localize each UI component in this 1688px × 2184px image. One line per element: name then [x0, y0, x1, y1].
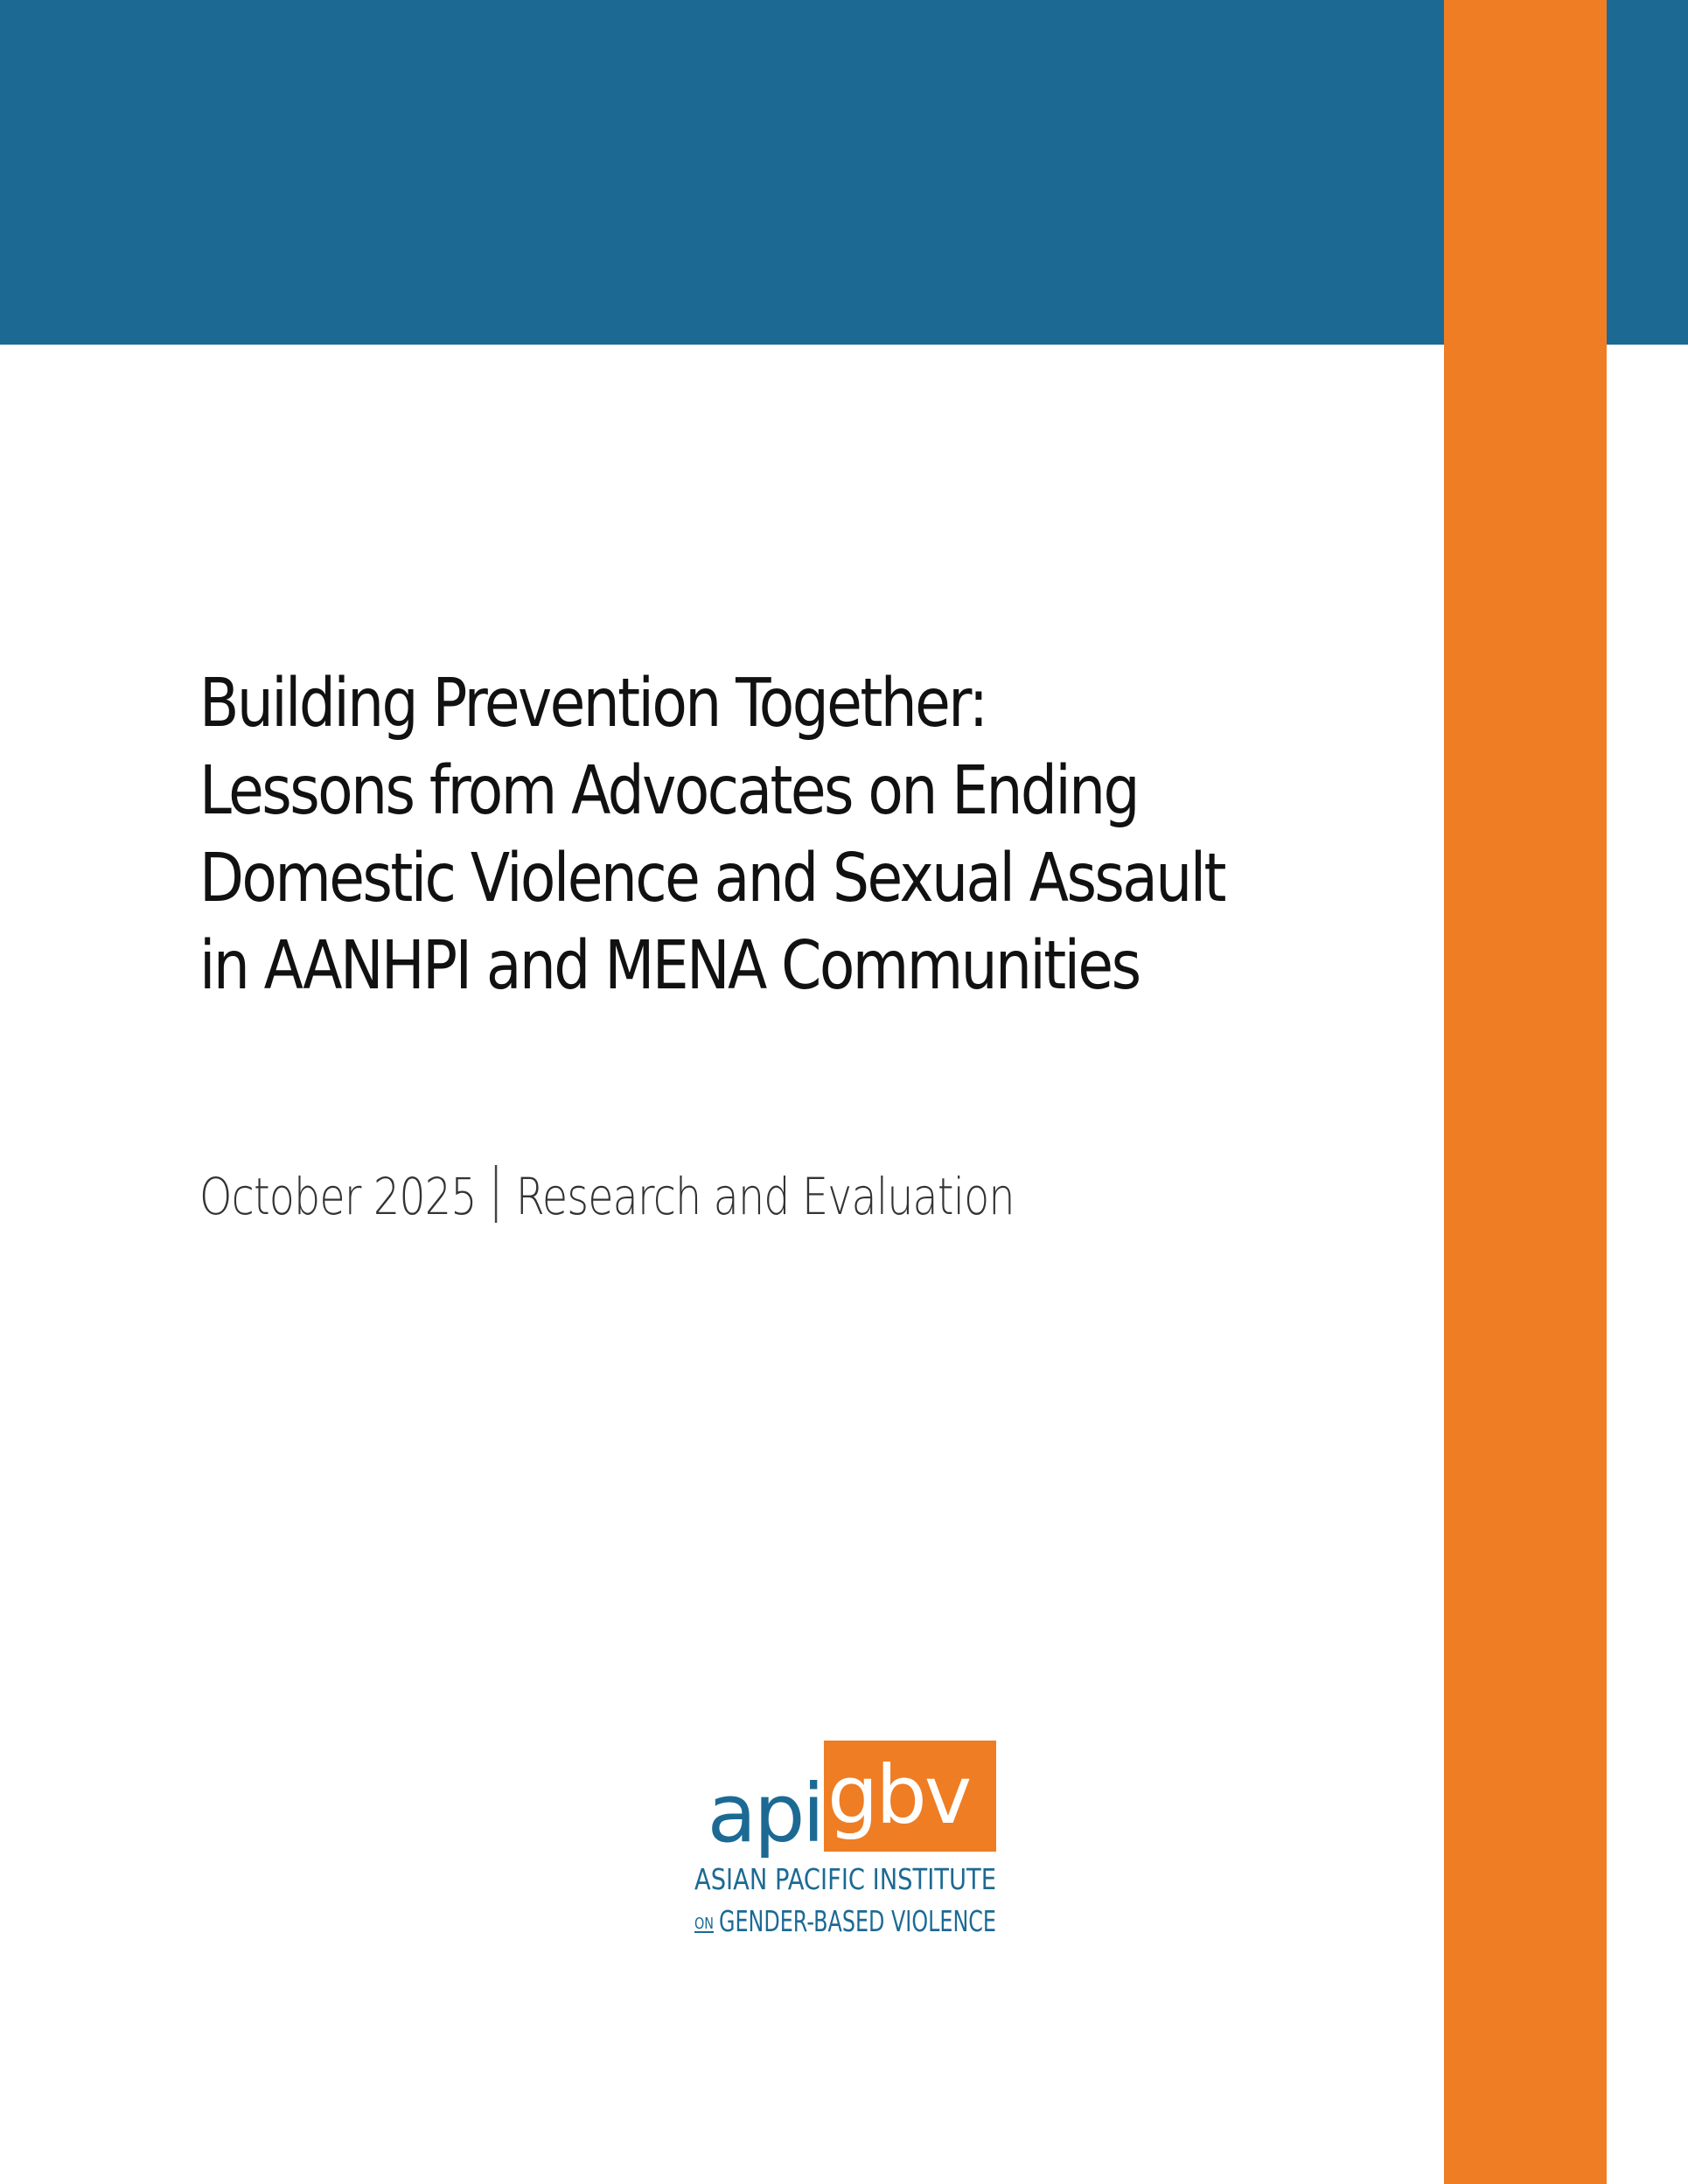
top-color-band — [0, 0, 1688, 345]
title-line: Domestic Violence and Sexual Assault — [199, 840, 1224, 918]
logo-line-on: ON — [694, 1915, 714, 1933]
report-date: October 2025 — [199, 1167, 477, 1226]
title-line: in AANHPI and MENA Communities — [199, 927, 1140, 1005]
side-color-stripe — [1444, 0, 1607, 2184]
logo-wordmark-gbv: gbv — [827, 1748, 970, 1842]
logo-line-institute: ASIAN PACIFIC INSTITUTE — [694, 1862, 996, 1896]
apigbv-logo — [694, 1741, 996, 1937]
report-subtitle — [199, 1162, 1015, 1232]
report-title — [199, 660, 1223, 1010]
report-category: Research and Evaluation — [515, 1167, 1015, 1226]
subtitle-divider — [495, 1165, 497, 1223]
logo-wordmark-api: api — [707, 1767, 822, 1860]
title-line: Lessons from Advocates on Ending — [199, 752, 1138, 830]
title-line: Building Prevention Together: — [199, 665, 987, 743]
logo-line-violence: GENDER-BASED VIOLENCE — [719, 1904, 996, 1938]
